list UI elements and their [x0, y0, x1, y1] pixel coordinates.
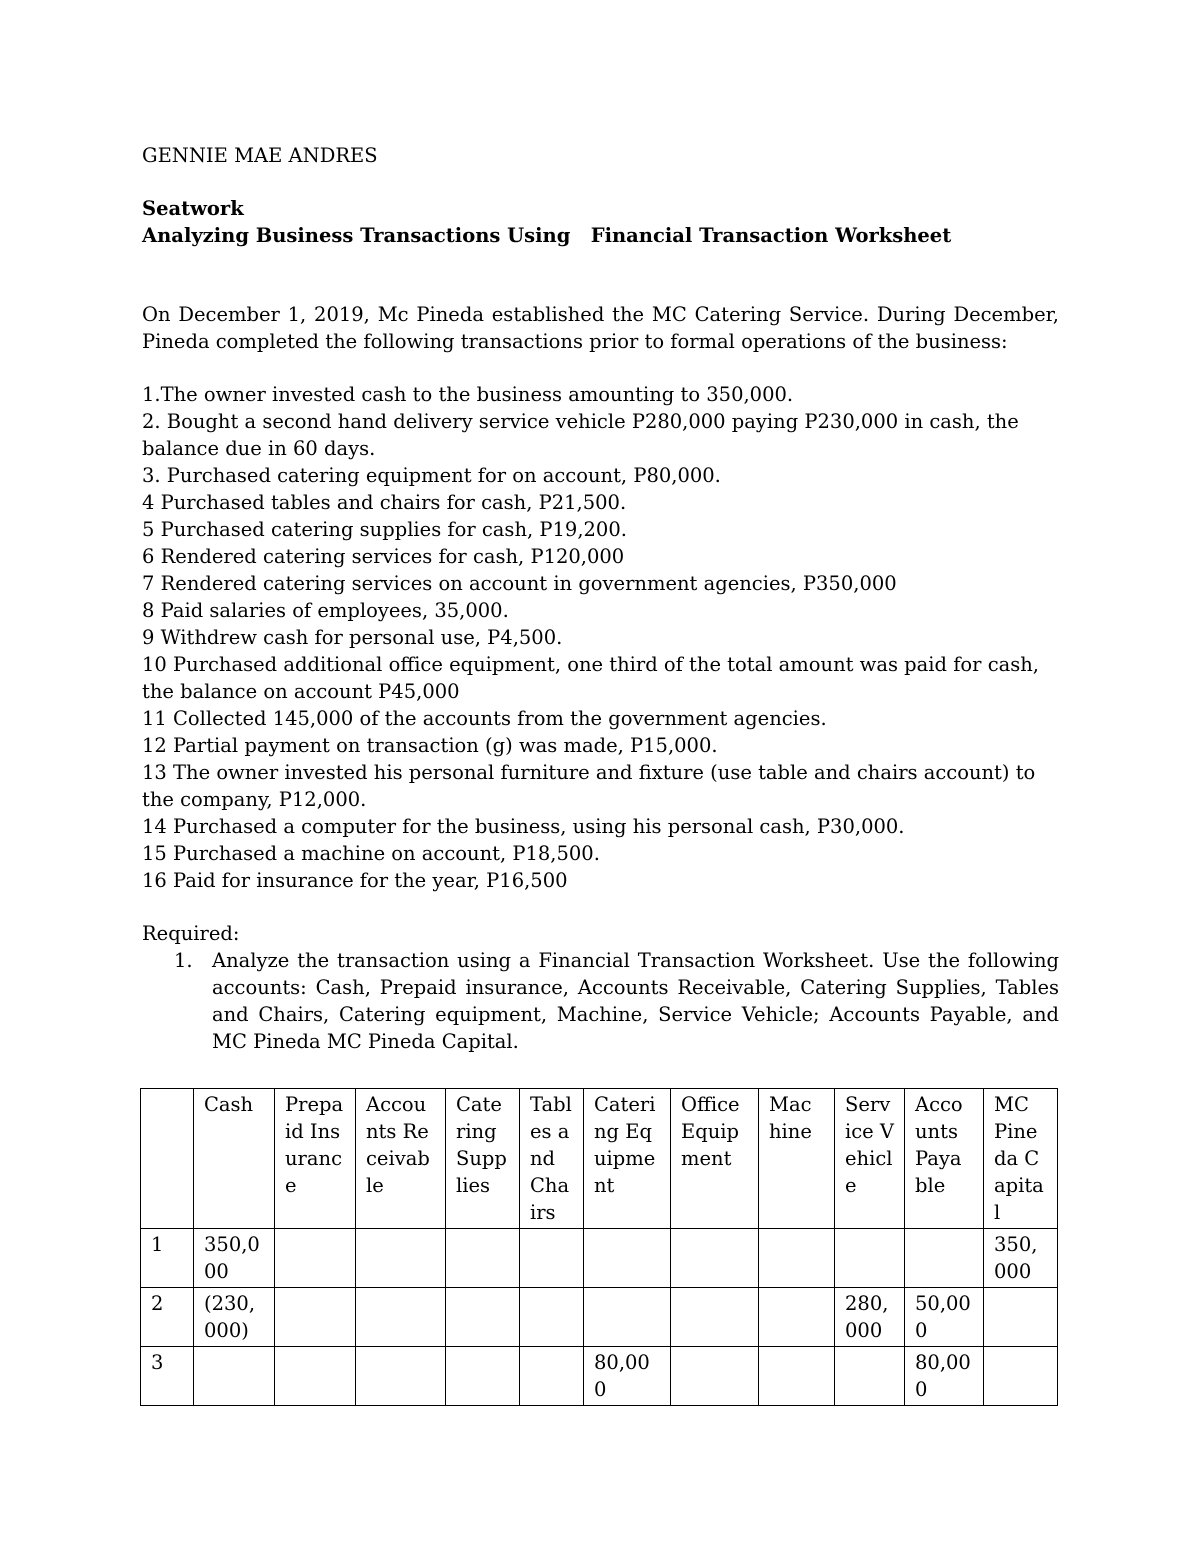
header-cell-number — [141, 1089, 194, 1229]
header-cell-catering-equipment: Catering Equipment — [584, 1089, 671, 1229]
header-cell-accounts-payable: Accounts Payable — [905, 1089, 984, 1229]
table-cell — [446, 1288, 520, 1347]
table-cell — [520, 1288, 584, 1347]
header-cell-cash: Cash — [194, 1089, 275, 1229]
transaction-item: 4 Purchased tables and chairs for cash, P21,500. — [142, 491, 627, 514]
transaction-list — [142, 381, 1059, 894]
table-cell — [194, 1347, 275, 1406]
table-cell — [835, 1229, 905, 1288]
document-title: Analyzing Business Transactions Using Financial Transaction Worksheet — [142, 224, 952, 247]
required-item-text: Analyze the transaction using a Financial Transaction Worksheet. Use the following accounts: Cash, Prepaid insurance, Accounts Receivable, Catering Supplies, Tables and Chairs, Catering equipment, Machine, Service Vehicle; Accounts Payable, and MC Pineda MC Pineda Capital. — [212, 949, 1059, 1053]
header-cell-tables-and-chairs: Tables and Chairs — [520, 1089, 584, 1229]
table-cell — [905, 1229, 984, 1288]
table-cell — [759, 1347, 835, 1406]
header-cell-capital: MC Pineda Capital — [984, 1089, 1058, 1229]
table-cell — [759, 1229, 835, 1288]
transaction-item: 15 Purchased a machine on account, P18,500. — [142, 842, 600, 865]
table-cell — [984, 1347, 1058, 1406]
table-cell — [446, 1347, 520, 1406]
header-cell-prepaid-insurance: Prepaid Insurance — [275, 1089, 356, 1229]
table-cell: 3 — [141, 1347, 194, 1406]
worksheet-header-row — [141, 1089, 1058, 1229]
table-cell — [759, 1288, 835, 1347]
transaction-item: 16 Paid for insurance for the year, P16,500 — [142, 869, 568, 892]
table-row — [141, 1229, 1058, 1288]
table-cell: 50,000 — [905, 1288, 984, 1347]
table-cell: 2 — [141, 1288, 194, 1347]
table-row — [141, 1288, 1058, 1347]
transaction-item: 5 Purchased catering supplies for cash, P19,200. — [142, 518, 627, 541]
table-cell: 350,000 — [194, 1229, 275, 1288]
table-cell — [275, 1288, 356, 1347]
header-cell-catering-supplies: Catering Supplies — [446, 1089, 520, 1229]
table-cell — [584, 1288, 671, 1347]
transaction-item: 9 Withdrew cash for personal use, P4,500. — [142, 626, 563, 649]
required-label: Required: — [142, 922, 240, 945]
table-cell — [671, 1288, 759, 1347]
document-page — [142, 142, 1059, 1055]
required-item-number: 1. — [174, 949, 193, 972]
table-cell — [835, 1347, 905, 1406]
author-name: GENNIE MAE ANDRES — [142, 144, 378, 167]
transaction-item: 1.The owner invested cash to the business amounting to 350,000. — [142, 383, 794, 406]
table-cell — [356, 1229, 446, 1288]
transaction-item: 7 Rendered catering services on account in government agencies, P350,000 — [142, 572, 897, 595]
table-cell — [446, 1229, 520, 1288]
table-cell: 280,000 — [835, 1288, 905, 1347]
transaction-item: 12 Partial payment on transaction (g) was made, P15,000. — [142, 734, 718, 757]
transaction-item: 6 Rendered catering services for cash, P120,000 — [142, 545, 625, 568]
table-cell: 80,000 — [905, 1347, 984, 1406]
transaction-item: 3. Purchased catering equipment for on account, P80,000. — [142, 464, 721, 487]
table-cell — [275, 1229, 356, 1288]
header-cell-machine: Machine — [759, 1089, 835, 1229]
required-list — [142, 947, 1059, 1055]
table-cell: 350,000 — [984, 1229, 1058, 1288]
table-cell — [356, 1347, 446, 1406]
table-cell — [356, 1288, 446, 1347]
header-cell-accounts-receivable: Accounts Receivable — [356, 1089, 446, 1229]
table-cell — [984, 1288, 1058, 1347]
transaction-item: 2. Bought a second hand delivery service vehicle P280,000 paying P230,000 in cash, the balance due in 60 days. — [142, 410, 1019, 460]
table-cell — [671, 1229, 759, 1288]
transaction-item: 13 The owner invested his personal furniture and fixture (use table and chairs account) to the company, P12,000. — [142, 761, 1036, 811]
transaction-item: 11 Collected 145,000 of the accounts from the government agencies. — [142, 707, 827, 730]
financial-transaction-worksheet — [140, 1088, 1058, 1406]
table-row — [141, 1347, 1058, 1406]
table-cell — [584, 1229, 671, 1288]
required-item — [142, 947, 1059, 1055]
table-cell — [671, 1347, 759, 1406]
subject-heading: Seatwork — [142, 197, 244, 220]
transaction-item: 8 Paid salaries of employees, 35,000. — [142, 599, 509, 622]
table-cell: 1 — [141, 1229, 194, 1288]
table-cell: 80,000 — [584, 1347, 671, 1406]
header-cell-service-vehicle: Service Vehicle — [835, 1089, 905, 1229]
table-cell — [520, 1347, 584, 1406]
transaction-item: 10 Purchased additional office equipment, one third of the total amount was paid for cash, the balance on account P45,000 — [142, 653, 1039, 703]
table-cell: (230,000) — [194, 1288, 275, 1347]
header-cell-office-equipment: Office Equipment — [671, 1089, 759, 1229]
table-cell — [275, 1347, 356, 1406]
intro-paragraph: On December 1, 2019, Mc Pineda established the MC Catering Service. During December, Pineda completed the following transactions prior to formal operations of the business: — [142, 303, 1059, 353]
transaction-item: 14 Purchased a computer for the business, using his personal cash, P30,000. — [142, 815, 905, 838]
table-cell — [520, 1229, 584, 1288]
